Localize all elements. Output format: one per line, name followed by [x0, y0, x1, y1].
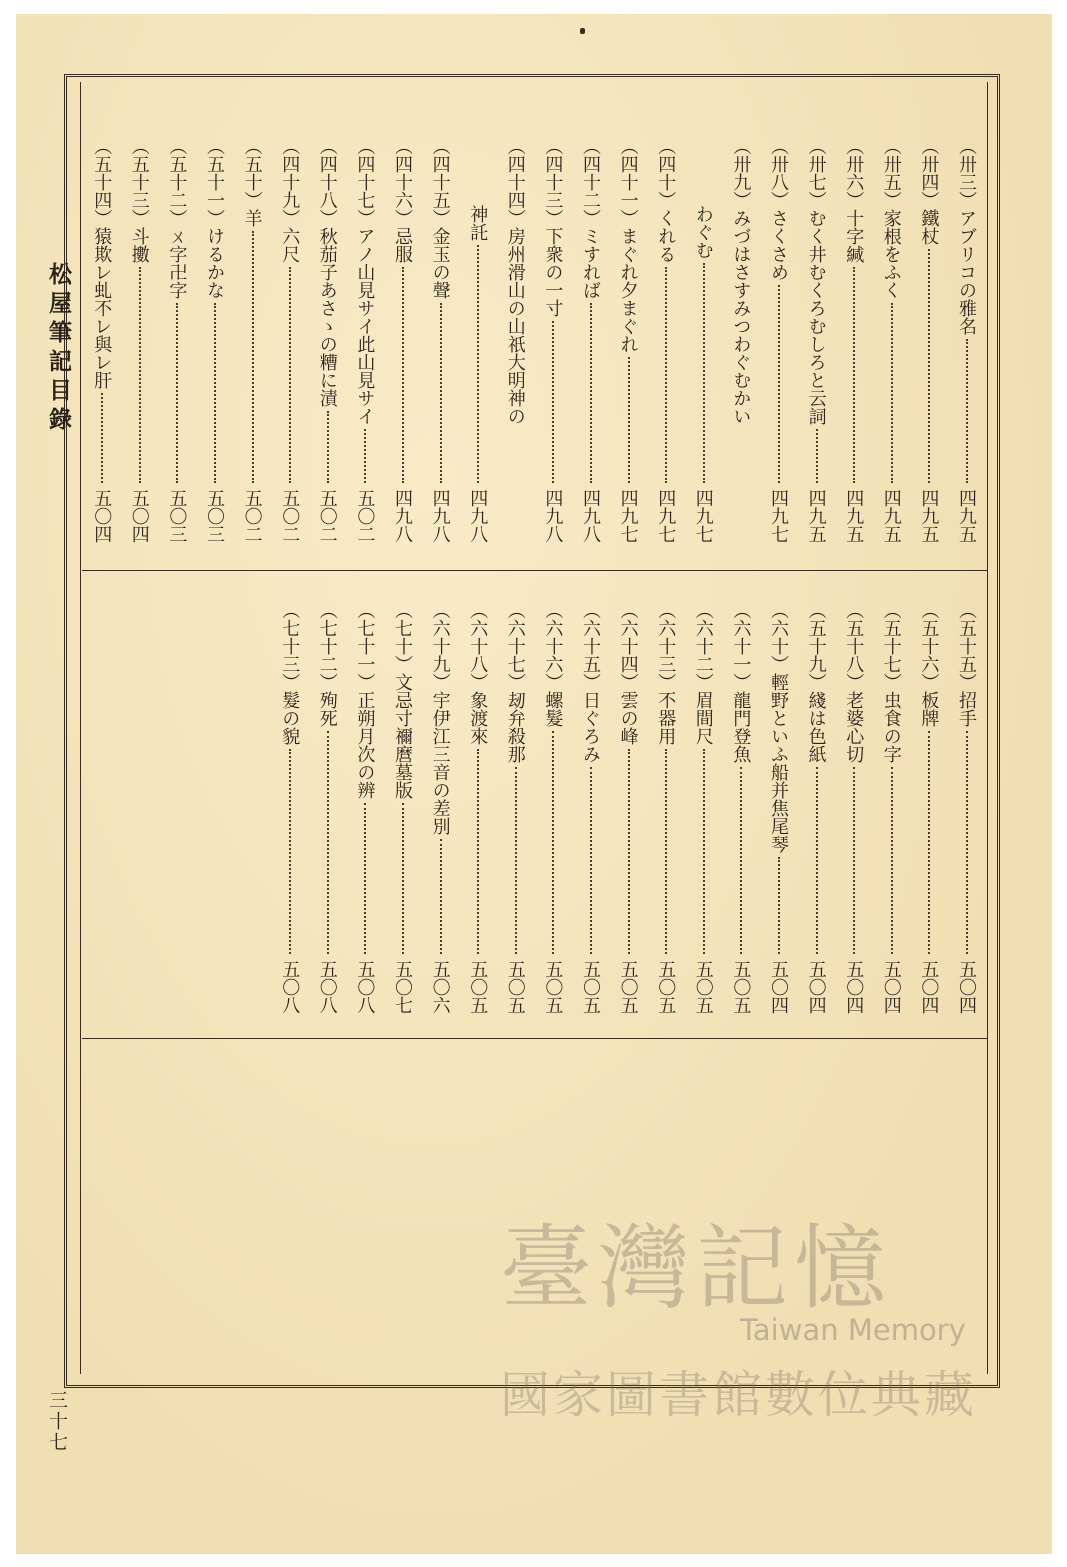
toc-entry-page: 四九八 [467, 489, 489, 543]
toc-entry-title: （四十三）下衆の一寸 [542, 137, 564, 317]
toc-entry-title: （五十七）虫食の字 [880, 601, 902, 763]
toc-entry-title: （五十五）招手 [956, 601, 977, 727]
toc-entry-title: （五十九）綫は色紙 [805, 601, 827, 763]
toc-leader-dots [477, 245, 479, 483]
toc-entry-page: 五〇二 [316, 489, 338, 543]
toc-leader-dots [139, 267, 141, 483]
toc-entry-title: （四十六）忌服 [392, 137, 413, 263]
toc-entry-page: 五〇五 [504, 960, 526, 1014]
watermark-org: 國家圖書館數位典藏 [500, 1366, 977, 1424]
toc-entry-title: 神託 [467, 205, 489, 241]
toc-entry-page: 五〇五 [730, 960, 752, 1014]
toc-leader-dots [214, 303, 216, 483]
toc-leader-dots [778, 285, 780, 483]
toc-entry-page: 五〇八 [316, 960, 338, 1014]
toc-entry-title: （卅八）さくさめ [768, 137, 789, 281]
toc-leader-dots [402, 267, 404, 483]
toc-entry-title: （五十）羊 [241, 137, 263, 227]
toc-entry-page: 四九八 [580, 489, 601, 543]
toc-leader-dots [778, 857, 780, 954]
toc-entry-page: 五〇四 [918, 960, 940, 1014]
toc-entry-title: （六十七）刼弁殺那 [504, 601, 526, 763]
toc-entry-title: （四十二）ミすれば [580, 137, 601, 299]
toc-entry-title: （卅四）鐵杖 [918, 137, 940, 245]
toc-entry-page: 四九七 [655, 489, 677, 543]
toc-entry-title: （七十）文忌寸禰麿墓版 [392, 601, 413, 799]
toc-leader-dots [853, 267, 855, 483]
toc-entry-title: （五十二）ㄨ字卍字 [166, 137, 188, 299]
toc-leader-dots [515, 767, 517, 954]
toc-entry-page: 五〇五 [655, 960, 677, 1014]
toc-entry-page: 五〇四 [880, 960, 902, 1014]
toc-entry-title: （五十四）猿欺レ虬不レ與レ肝 [91, 137, 113, 389]
toc-leader-dots [703, 749, 705, 954]
toc-leader-dots [740, 767, 742, 954]
toc-entry-page: 五〇五 [692, 960, 714, 1014]
toc-entry-page: 五〇五 [467, 960, 489, 1014]
toc-entry-page: 五〇四 [768, 960, 789, 1014]
section-divider-1 [82, 570, 988, 571]
toc-entry-page: 四九七 [768, 489, 789, 543]
toc-leader-dots [440, 839, 442, 954]
toc-leader-dots [816, 429, 818, 483]
toc-leader-dots [816, 767, 818, 954]
toc-leader-dots [252, 231, 254, 483]
toc-entry-title: （六十六）螺髮 [542, 601, 564, 727]
toc-entry-title: （四十）くれる [655, 137, 677, 263]
toc-entry-page: 四九五 [880, 489, 902, 543]
toc-entry-title: （四十八）秋茄子あさゝの糟に漬 [316, 137, 338, 407]
toc-entry-title: （五十六）板牌 [918, 601, 940, 727]
toc-leader-dots [966, 339, 968, 483]
toc-entry-page: 五〇四 [843, 960, 865, 1014]
toc-entry-page: 四九五 [918, 489, 940, 543]
toc-entry-title: （七十二）殉死 [316, 601, 338, 727]
toc-entry-title: （六十八）象渡來 [467, 601, 489, 745]
toc-leader-dots [477, 749, 479, 954]
toc-entry-page: 四九八 [542, 489, 564, 543]
toc-leader-dots [552, 731, 554, 954]
toc-leader-dots [665, 267, 667, 483]
toc-leader-dots [891, 767, 893, 954]
toc-leader-dots [364, 803, 366, 954]
toc-leader-dots [590, 303, 592, 483]
toc-leader-dots [928, 731, 930, 954]
toc-leader-dots [966, 731, 968, 954]
toc-entry-title: （卅六）十字緘 [843, 137, 865, 263]
toc-entry-title: （六十一）龍門登魚 [730, 601, 752, 763]
toc-entry-page: 四九七 [617, 489, 639, 543]
toc-entry-title: （五十一）けるかな [204, 137, 225, 299]
toc-leader-dots [289, 267, 291, 483]
page-number: 三十七 [46, 1390, 68, 1453]
toc-leader-dots [176, 303, 178, 483]
toc-leader-dots [665, 749, 667, 954]
toc-entry-page: 五〇六 [429, 960, 451, 1014]
toc-entry-title: （六十）輕野といふ船并焦尾琴 [768, 601, 789, 853]
toc-entry-title: （卅七）むく井むくろむしろと云詞 [805, 137, 827, 425]
watermark-english: Taiwan Memory [740, 1313, 966, 1347]
toc-entry-page: 五〇四 [805, 960, 827, 1014]
toc-entry-page: 五〇三 [204, 489, 225, 543]
toc-entry-title: （卅三）アブリコの雅名 [956, 137, 977, 335]
toc-leader-dots [628, 749, 630, 954]
toc-entry-page: 五〇五 [580, 960, 601, 1014]
toc-entry-title: （四十一）まぐれ夕まぐれ [617, 137, 639, 353]
toc-entry-title: （七十一）正朔月次の辨 [354, 601, 376, 799]
toc-entry-page: 五〇五 [617, 960, 639, 1014]
toc-entry-page: 五〇八 [279, 960, 301, 1014]
toc-entry-page: 四九八 [429, 489, 451, 543]
toc-entry-page: 四九五 [956, 489, 977, 543]
toc-leader-dots [853, 767, 855, 954]
toc-entry-page: 五〇四 [956, 960, 977, 1014]
toc-leader-dots [590, 767, 592, 954]
toc-entry-title: （六十五）日ぐろみ [580, 601, 601, 763]
toc-leader-dots [928, 249, 930, 483]
toc-entry-page: 五〇八 [354, 960, 376, 1014]
toc-leader-dots [364, 429, 366, 483]
toc-entry-page: 五〇二 [279, 489, 301, 543]
toc-leader-dots [327, 731, 329, 954]
toc-entry-title: （七十三）髮の貌 [279, 601, 301, 745]
toc-entry-title: （六十四）雲の峰 [617, 601, 639, 745]
toc-entry-page: 五〇二 [241, 489, 263, 543]
toc-entry-title: （六十二）眉間尺 [692, 601, 714, 745]
toc-entry-title: （五十八）老婆心切 [843, 601, 865, 763]
toc-entry-page: 五〇五 [542, 960, 564, 1014]
toc-entry-page: 五〇二 [354, 489, 376, 543]
toc-leader-dots [289, 749, 291, 954]
toc-entry-title: わぐむ [692, 205, 714, 259]
toc-leader-dots [552, 321, 554, 483]
toc-entry-title: （六十三）不器用 [655, 601, 677, 745]
toc-entry-title: （五十三）斗擻 [128, 137, 150, 263]
toc-entry-title: （六十九）宇伊江三音の差別 [429, 601, 451, 835]
toc-entry-page: 四九五 [805, 489, 827, 543]
toc-entry-page: 五〇七 [392, 960, 413, 1014]
toc-leader-dots [891, 303, 893, 483]
toc-leader-dots [101, 393, 103, 483]
toc-entry-page: 五〇四 [91, 489, 113, 543]
toc-entry-page: 四九五 [843, 489, 865, 543]
toc-entry-title: （四十五）金玉の聲 [429, 137, 451, 299]
toc-entry-title: （四十四）房州滑山の山祇大明神の [504, 137, 526, 425]
toc-leader-dots [703, 263, 705, 483]
toc-leader-dots [402, 803, 404, 954]
toc-leader-dots [628, 357, 630, 483]
toc-entry-title: （卅五）家根をふく [880, 137, 902, 299]
watermark-cjk: 臺灣記憶 [500, 1215, 893, 1322]
book-title: 松屋筆記目錄 [45, 262, 72, 436]
toc-entry-page: 五〇三 [166, 489, 188, 543]
toc-entry-page: 四九八 [392, 489, 413, 543]
toc-leader-dots [440, 303, 442, 483]
ink-dot [580, 28, 585, 34]
toc-entry-page: 四九七 [692, 489, 714, 543]
toc-entry-title: （卅九）みづはさすみつわぐむかい [730, 137, 752, 425]
toc-entry-title: （四十七）アノ山見サイ此山見サイ [354, 137, 376, 425]
toc-leader-dots [327, 411, 329, 483]
toc-entry-page: 五〇四 [128, 489, 150, 543]
toc-entry-title: （四十九）六尺 [279, 137, 301, 263]
section-divider-2 [82, 1038, 988, 1039]
